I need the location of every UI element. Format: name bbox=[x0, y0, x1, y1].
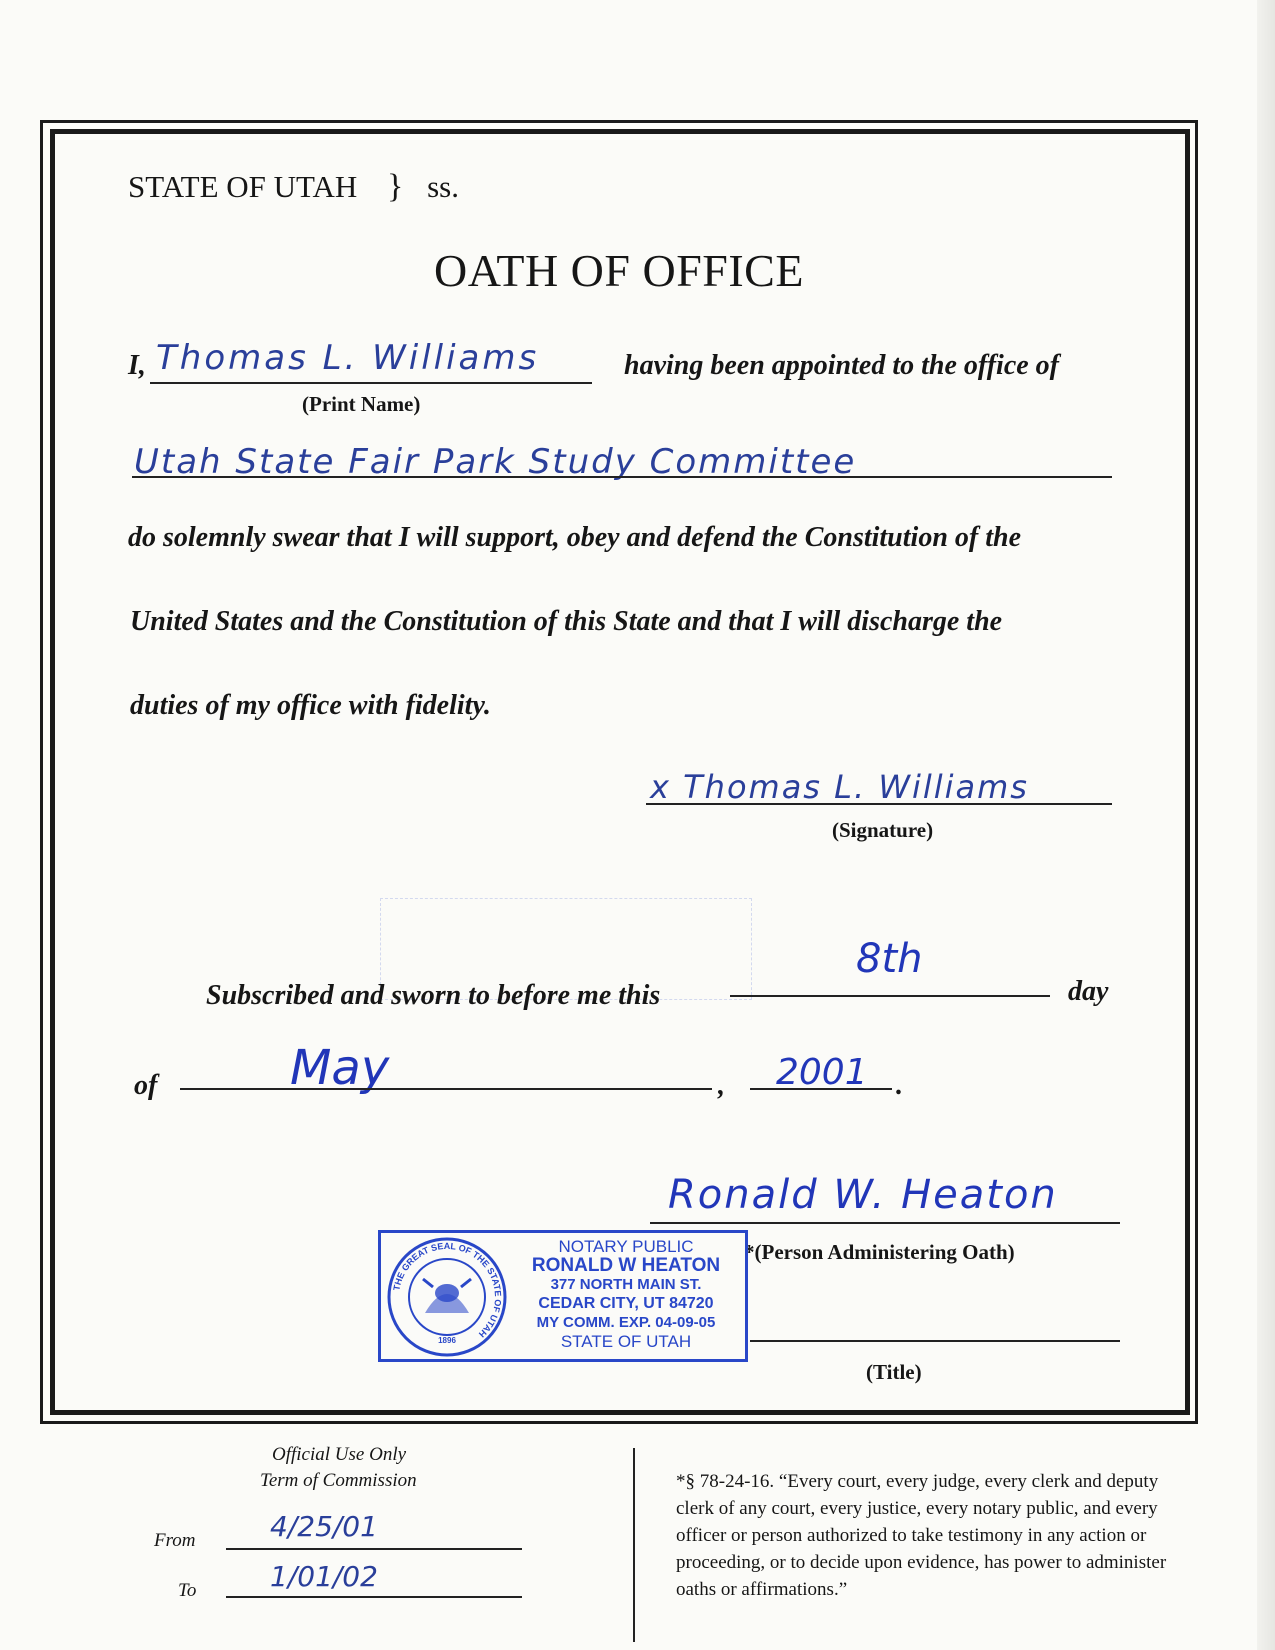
seal-ring-text: THE GREAT SEAL OF THE STATE OF UTAH bbox=[391, 1240, 504, 1340]
signature-underline bbox=[646, 803, 1112, 805]
statute-footnote: *§ 78-24-16. “Every court, every judge, every clerk and deputy clerk of any court, every justice, every notary public, and every officer or person authorized to take testimony in any action or proceeding, or to decide upon evidence, has power to administer oaths or affirmations.” bbox=[676, 1471, 1167, 1600]
print-name-underline bbox=[150, 382, 592, 384]
state-label: STATE OF UTAH bbox=[128, 169, 358, 204]
administrator-underline bbox=[650, 1222, 1120, 1224]
stamp-line-city: CEDAR CITY, UT 84720 bbox=[538, 1295, 714, 1312]
print-name-field[interactable]: Thomas L. Williams bbox=[156, 338, 540, 378]
title-caption: (Title) bbox=[866, 1360, 922, 1384]
comma-mark: , bbox=[718, 1070, 725, 1101]
stamp-line-notary: NOTARY PUBLIC bbox=[558, 1237, 694, 1256]
month-field[interactable]: May bbox=[290, 1040, 390, 1096]
stamp-line-expiry: MY COMM. EXP. 04-09-05 bbox=[536, 1314, 716, 1331]
stamp-text-block bbox=[511, 1237, 741, 1351]
notary-stamp bbox=[378, 1230, 748, 1362]
to-label: To bbox=[178, 1580, 197, 1601]
brace-glyph: } bbox=[387, 168, 404, 205]
oath-line-2: United States and the Constitution of this State and that I will discharge the bbox=[130, 606, 1003, 637]
page-title: OATH OF OFFICE bbox=[434, 245, 804, 296]
from-label: From bbox=[154, 1530, 196, 1551]
administrator-caption: *(Person Administering Oath) bbox=[744, 1240, 1015, 1264]
signature-caption: (Signature) bbox=[832, 818, 934, 842]
oath-taker-signature[interactable]: x Thomas L. Williams bbox=[650, 768, 1029, 806]
period-mark: . bbox=[896, 1070, 903, 1101]
from-underline bbox=[226, 1548, 522, 1550]
subscribed-text: Subscribed and sworn to before me this bbox=[206, 980, 661, 1011]
year-underline bbox=[750, 1088, 892, 1090]
day-underline bbox=[730, 995, 1050, 997]
office-underline bbox=[132, 476, 1112, 478]
year-field[interactable]: 2001 bbox=[776, 1052, 868, 1093]
footer-divider bbox=[633, 1448, 635, 1642]
state-seal-icon bbox=[385, 1235, 509, 1359]
print-name-caption: (Print Name) bbox=[302, 392, 421, 416]
of-label: of bbox=[134, 1070, 158, 1101]
term-heading: Term of Commission bbox=[260, 1470, 417, 1491]
appointed-text: having been appointed to the office of bbox=[624, 350, 1059, 381]
to-date-field[interactable]: 1/01/02 bbox=[270, 1560, 378, 1593]
official-use-heading: Official Use Only bbox=[272, 1444, 407, 1465]
day-field[interactable]: 8th bbox=[856, 936, 923, 982]
office-field[interactable]: Utah State Fair Park Study Committee bbox=[134, 442, 857, 482]
from-date-field[interactable]: 4/25/01 bbox=[270, 1510, 378, 1543]
seal-year: 1896 bbox=[438, 1336, 456, 1345]
day-label: day bbox=[1068, 976, 1109, 1007]
venue-heading bbox=[128, 168, 459, 206]
title-underline bbox=[750, 1340, 1120, 1342]
stamp-line-state: STATE OF UTAH bbox=[560, 1332, 692, 1351]
stamp-line-name: RONALD W HEATON bbox=[531, 1255, 721, 1276]
oath-line-3: duties of my office with fidelity. bbox=[130, 690, 491, 721]
stamp-line-street: 377 NORTH MAIN ST. bbox=[550, 1276, 702, 1293]
administrator-signature[interactable]: Ronald W. Heaton bbox=[668, 1172, 1058, 1218]
ss-label: ss. bbox=[427, 169, 459, 204]
oath-line-1: do solemnly swear that I will support, obey and defend the Constitution of the bbox=[128, 522, 1021, 553]
oath-prefix: I, bbox=[128, 350, 146, 381]
to-underline bbox=[226, 1596, 522, 1598]
page-edge-shadow bbox=[1257, 0, 1275, 1650]
month-underline bbox=[180, 1088, 712, 1090]
